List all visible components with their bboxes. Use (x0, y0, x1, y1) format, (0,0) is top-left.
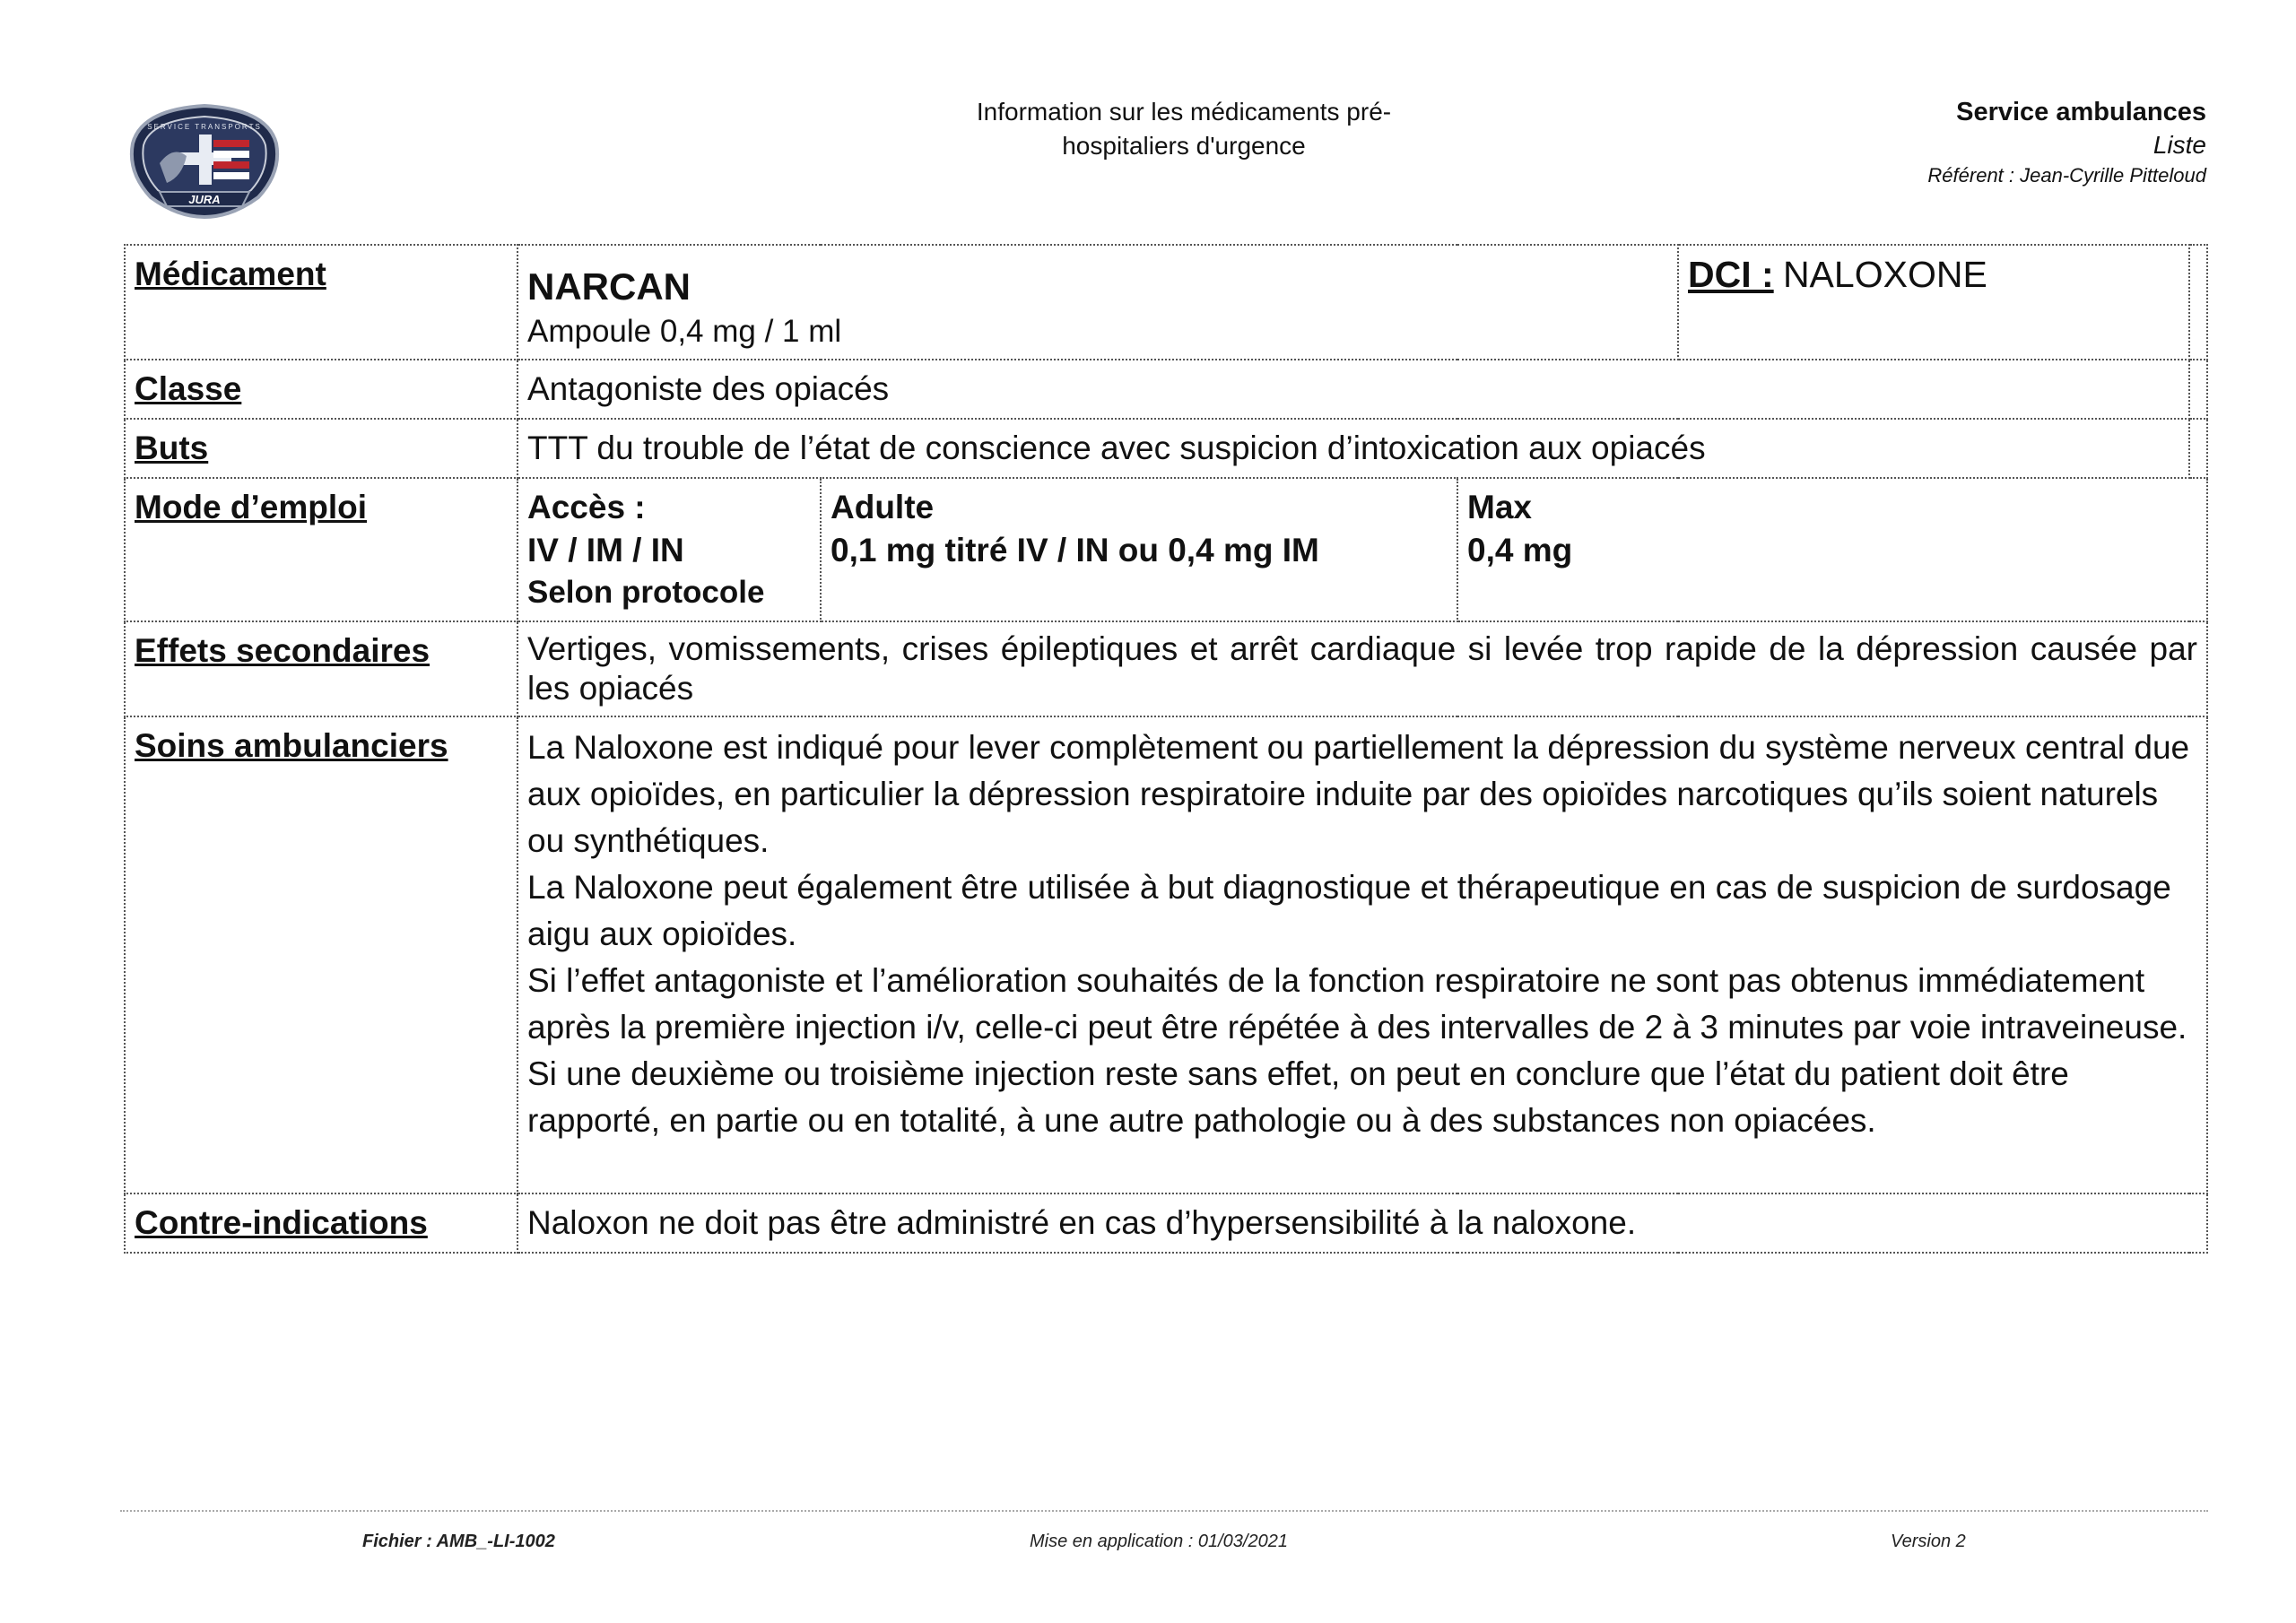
document-type: Liste (2152, 131, 2206, 159)
medication-table (124, 244, 2208, 1254)
drug-name: NARCAN (527, 265, 691, 308)
document-title-line1: Information sur les médicaments pré- (976, 98, 1392, 126)
document-title-line2: hospitaliers d'urgence (1062, 132, 1306, 160)
label-buts: Buts (125, 419, 517, 478)
label-medicament: Médicament (125, 245, 517, 360)
footer-date: Mise en application : 01/03/2021 (1030, 1532, 1288, 1551)
label-mode: Mode d’emploi (125, 478, 517, 621)
label-effets: Effets secondaires (125, 621, 517, 716)
adulte-title: Adulte (831, 489, 935, 525)
footer-divider (120, 1510, 2208, 1512)
referent: Référent : Jean-Cyrille Pitteloud (1927, 164, 2206, 187)
mode-adulte-cell (821, 478, 1457, 621)
empty-cell (2189, 360, 2207, 419)
logo-text-top: SERVICE TRANSPORTS (147, 123, 262, 131)
table-row-buts (125, 419, 2207, 478)
max-title: Max (1467, 489, 1532, 525)
label-soins: Soins ambulanciers (125, 716, 517, 1193)
dci-value: NALOXONE (1782, 254, 1987, 295)
soins-paragraph: Si l’effet antagoniste et l’amélioration souhaités de la fonction respiratoire ne sont pas obtenus immédiatement après la première injection i/v, celle-ci peut être répétée à des intervalles de 2 à 3 minutes par voie intraveineuse. Si une deuxième ou troisième injection reste sans effet, on peut en conclure que l’état du patient doit être rapporté, en partie ou en totalité, à une autre pathologie ou à des substances non opiacées. (527, 962, 2187, 1139)
jura-logo (124, 100, 285, 219)
mode-acces-cell (517, 478, 821, 621)
footer-file: Fichier : AMB_-LI-1002 (362, 1532, 555, 1551)
label-contre: Contre-indications (125, 1193, 517, 1253)
table-row-mode (125, 478, 2207, 621)
empty-cell (2189, 419, 2207, 478)
empty-cell (2189, 245, 2207, 360)
table-row-soins (125, 716, 2207, 1193)
dci-label: DCI : (1688, 254, 1774, 295)
service-name: Service ambulances (1956, 98, 2206, 126)
classe-value: Antagoniste des opiacés (517, 360, 2189, 419)
medicament-cell (517, 245, 1678, 360)
footer-version: Version 2 (1891, 1532, 1966, 1551)
document-title (861, 95, 1507, 163)
label-classe: Classe (125, 360, 517, 419)
acces-value: IV / IM / IN (527, 532, 684, 568)
buts-value: TTT du trouble de l’état de conscience avec suspicion d’intoxication aux opiacés (517, 419, 2189, 478)
acces-note: Selon protocole (527, 575, 765, 610)
soins-paragraph: La Naloxone peut également être utilisée à but diagnostique et thérapeutique en cas de suspicion de surdosage aigu aux opioïdes. (527, 869, 2171, 952)
drug-form: Ampoule 0,4 mg / 1 ml (527, 314, 842, 349)
table-row-contre (125, 1193, 2207, 1253)
page-header (0, 0, 2296, 233)
dci-cell (1678, 245, 2189, 360)
table-row-effets (125, 621, 2207, 716)
logo-text-bottom: JURA (188, 193, 221, 206)
contre-value: Naloxon ne doit pas être administré en cas d’hypersensibilité à la naloxone. (517, 1193, 2207, 1253)
soins-cell (517, 716, 2207, 1193)
table-row-medicament (125, 245, 2207, 360)
soins-paragraph: La Naloxone est indiqué pour lever complètement ou partiellement la dépression du système nerveux central due aux opioïdes, en particulier la dépression respiratoire induite par des opioïdes narcotiques qu’ils soient naturels ou synthétiques. (527, 729, 2190, 859)
adulte-value: 0,1 mg titré IV / IN ou 0,4 mg IM (831, 532, 1319, 568)
max-value: 0,4 mg (1467, 532, 1573, 568)
service-block (1927, 95, 2206, 190)
acces-title: Accès : (527, 489, 646, 525)
table-row-classe (125, 360, 2207, 419)
effets-value: Vertiges, vomissements, crises épileptiques et arrêt cardiaque si levée trop rapide de la dépression causée par les opiacés (517, 621, 2207, 716)
mode-max-cell (1457, 478, 2207, 621)
